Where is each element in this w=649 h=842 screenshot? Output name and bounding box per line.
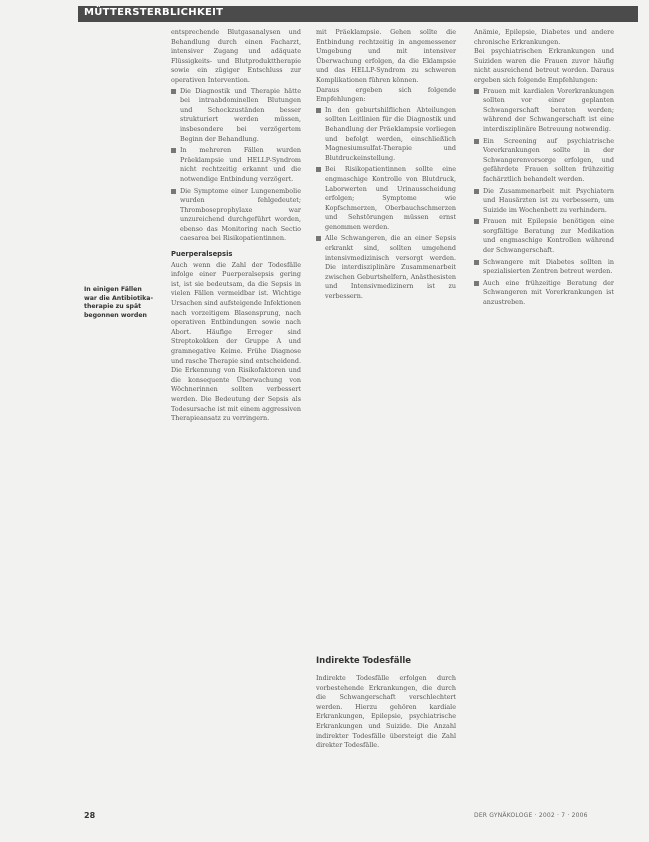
bullet-item: Alle Schwangeren, die an einer Sepsis erkrankt sind, sollten umgehend intensivmedizinisch versorgt werden. Die interdisziplinäre Zusammenarbeit zwischen Geburtshelfern, Anästhesisten und Intensivmedizinern ist zu verbessern.	[316, 234, 456, 301]
bullet-item: Die Symptome einer Lungenembolie wurden fehlgedeutet; Thromboseprophylaxe war unzureichend durchgeführt worden, ebenso das Monitoring nach Sectio caesarea bei Risikopatientinnen.	[171, 187, 301, 245]
journal-footer: DER GYNÄKOLOGE · 2002 · 7 · 2006	[474, 812, 588, 819]
text-column-2	[316, 28, 456, 304]
section-title: MÜTTERSTERBLICHKEIT	[84, 7, 224, 18]
bullet-item: In den geburtshilflichen Abteilungen sollten Leitlinien für die Diagnostik und Behandlung der Präeklampsie vorliegen und befolgt werden, einschließlich Magnesiumsulfat-Therapie und Blutdruckeinstellung.	[316, 106, 456, 164]
bullet-item: Ein Screening auf psychiatrische Vorerkrankungen sollte in der Schwangerenvorsorge erfolgen, und gefährdete Frauen sollten frühzeitig fachärztlich behandelt werden.	[474, 137, 614, 185]
text-column-1	[171, 28, 301, 424]
text-column-2-bottom	[316, 674, 456, 751]
subheading-puerperalsepsis: Puerperalsepsis	[171, 250, 233, 259]
bullet-item: Die Zusammenarbeit mit Psychiatern und Hausärzten ist zu verbessern, um Suizide im Wochenbett zu verhindern.	[474, 187, 614, 216]
bullet-item: In mehreren Fällen wurden Präeklampsie und HELLP-Syndrom nicht rechtzeitig erkannt und die notwendige Entbindung verzögert.	[171, 146, 301, 184]
bullet-item: Die Diagnostik und Therapie hätte bei intraabdominellen Blutungen und Schockzuständen besser strukturiert werden müssen, insbesondere bei verzögertem Beginn der Behandlung.	[171, 87, 301, 145]
section-header-bar	[78, 6, 638, 22]
page-number: 28	[84, 811, 96, 820]
paragraph: Indirekte Todesfälle erfolgen durch vorbestehende Erkrankungen, die durch die Schwangerschaft verschlechtert werden. Hierzu gehören kardiale Erkrankungen, Epilepsie, psychiatrische Erkrankungen und Suizide. Die Anzahl indirekter Todesfälle übersteigt die Zahl direkter Todesfälle.	[316, 674, 456, 750]
paragraph: Anämie, Epilepsie, Diabetes und andere chronische Erkrankungen.	[474, 28, 614, 46]
paragraph: Daraus ergeben sich folgende Empfehlungen:	[316, 85, 456, 104]
text-column-3	[474, 28, 614, 310]
bullet-item: Auch eine frühzeitige Beratung der Schwangeren mit Vorerkrankungen ist anzustreben.	[474, 279, 614, 308]
margin-note: In einigen Fällen war die Antibiotika-therapie zu spät begonnen worden	[84, 286, 154, 319]
paragraph: Auch wenn die Zahl der Todesfälle infolge einer Puerperalsepsis gering ist, ist sie bedeutsam, da die Sepsis in vielen Fällen vermeidbar ist. Wichtige Ursachen sind aufsteigende Infektionen nach vorzeitigem Blasensprung, nach operativen Entbindungen sowie nach Abort. Häufige Erreger sind Streptokokken der Gruppe A und gramnegative Keime. Frühe Diagnose und rasche Therapie sind entscheidend. Die Erkennung von Risikofaktoren und die konsequente Überwachung von Wöchnerinnen sollten verbessert werden. Die Bedeutung der Sepsis als Todesursache ist mit einem aggressiven Therapieansatz zu verringern.	[171, 260, 301, 423]
bullet-item: Frauen mit kardialen Vorerkrankungen sollten vor einer geplanten Schwangerschaft beraten werden; während der Schwangerschaft ist eine interdisziplinäre Betreuung notwendig.	[474, 87, 614, 135]
paragraph: Bei psychiatrischen Erkrankungen und Suiziden waren die Frauen zuvor häufig nicht ausreichend betreut worden. Daraus ergeben sich folgende Empfehlungen:	[474, 47, 614, 84]
bullet-item: Frauen mit Epilepsie benötigen eine sorgfältige Beratung zur Medikation und engmaschige Kontrollen während der Schwangerschaft.	[474, 217, 614, 255]
section-heading: Indirekte Todesfälle	[316, 656, 412, 666]
bullet-item: Bei Risikopatientinnen sollte eine engmaschige Kontrolle von Blutdruck, Laborwerten und Urinausscheidung erfolgen; Symptome wie Kopfschmerzen, Oberbauchschmerzen und Sehstörungen müssen ernst genommen werden.	[316, 165, 456, 232]
paragraph: mit Präeklampsie. Gehen sollte die Entbindung rechtzeitig in angemessener Umgebung und mit intensiver Überwachung erfolgen, da die Eklampsie und das HELLP-Syndrom zu schweren Komplikationen führen können.	[316, 28, 456, 84]
bullet-item: Schwangere mit Diabetes sollten in spezialisierten Zentren betreut werden.	[474, 258, 614, 277]
paragraph: entsprechende Blutgasanalysen und Behandlung durch einen Facharzt, intensiver Zugang und adäquate Flüssigkeits- und Blutprodukttherapie sowie ein zügiger Entschluss zur operativen Intervention.	[171, 28, 301, 84]
